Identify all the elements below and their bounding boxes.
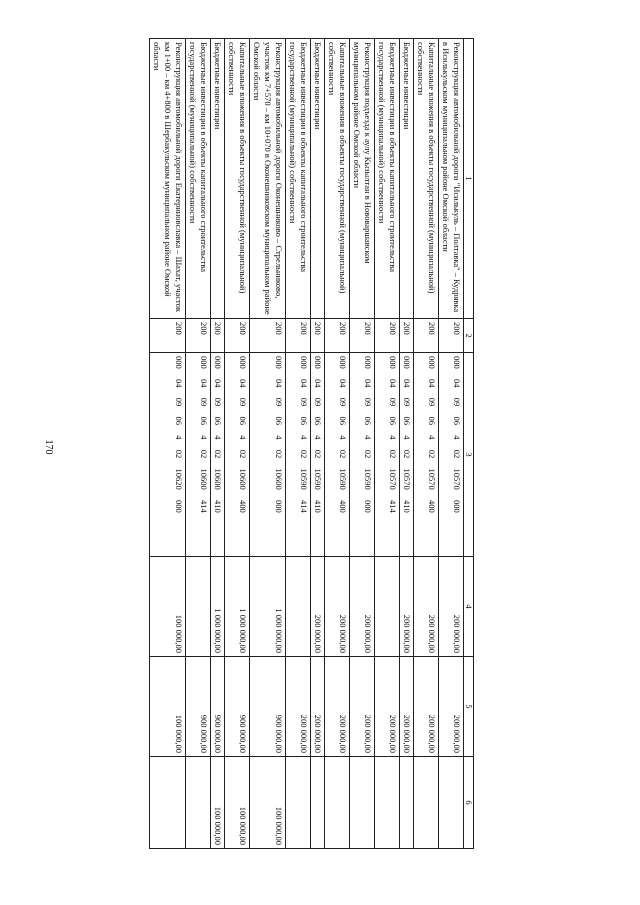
column-2-cell: 200 — [400, 319, 414, 353]
column-2-cell: 200 — [225, 319, 250, 353]
amount-col-4-cell: 1 000 000,00 — [225, 557, 250, 657]
row-name-cell: Капитальные вложения в объекты государственной (муниципальной) собственности — [414, 39, 439, 319]
row-name-cell: Реконструкция автомобильной дороги Екатериновславка – Шахат, участок км 1+00 – км 4+800 в Шербакульском муниципальном районе Омской области — [150, 39, 186, 319]
row-name-cell: Бюджетные инвестиции — [400, 39, 414, 319]
amount-col-6-cell: 100 000,00 — [250, 757, 286, 849]
column-2-cell: 200 — [211, 319, 225, 353]
column-2-cell: 200 — [375, 319, 400, 353]
table-row — [250, 39, 286, 849]
row-name-cell: Бюджетные инвестиции в объекты капитального строительства государственной (муниципальной) собственности — [375, 39, 400, 319]
row-name-cell: Реконструкция подъезда к аулу Кызылтан в Нововаршавском муниципальном районе Омской области — [350, 39, 375, 319]
amount-col-6-cell — [375, 757, 400, 849]
header-cell-4: 4 — [464, 557, 474, 657]
header-cell-2: 2 — [464, 319, 474, 353]
budget-code-cell: 000 04 09 06 4 02 10570 410 — [400, 353, 414, 557]
column-2-cell: 200 — [414, 319, 439, 353]
column-2-cell: 200 — [350, 319, 375, 353]
column-2-cell: 200 — [150, 319, 186, 353]
table-row — [350, 39, 375, 849]
page-number: 170 — [43, 439, 54, 455]
amount-col-5-cell: 900 000,00 — [186, 657, 211, 757]
amount-col-4-cell: 200 000,00 — [439, 557, 464, 657]
amount-col-4-cell — [286, 557, 311, 657]
budget-code-cell: 000 04 09 06 4 02 10570 400 — [414, 353, 439, 557]
header-row — [464, 39, 474, 849]
budget-code-cell: 000 04 09 06 4 02 10600 414 — [186, 353, 211, 557]
column-2-cell: 200 — [250, 319, 286, 353]
amount-col-5-cell: 200 000,00 — [375, 657, 400, 757]
amount-col-4-cell — [186, 557, 211, 657]
amount-col-6-cell — [311, 757, 325, 849]
table-row — [375, 39, 400, 849]
column-2-cell: 200 — [286, 319, 311, 353]
amount-col-4-cell: 200 000,00 — [311, 557, 325, 657]
budget-code-cell: 000 04 09 06 4 02 10620 000 — [150, 353, 186, 557]
amount-col-4-cell — [375, 557, 400, 657]
table-row — [439, 39, 464, 849]
amount-col-6-cell — [400, 757, 414, 849]
column-2-cell: 200 — [186, 319, 211, 353]
header-cell-5: 5 — [464, 657, 474, 757]
budget-code-cell: 000 04 09 06 4 02 10590 000 — [350, 353, 375, 557]
header-cell-3: 3 — [464, 353, 474, 557]
budget-table — [149, 38, 474, 849]
row-name-cell: Капитальные вложения в объекты государственной (муниципальной) собственности — [325, 39, 350, 319]
amount-col-6-cell — [325, 757, 350, 849]
amount-col-5-cell: 100 000,00 — [150, 657, 186, 757]
budget-code-cell: 000 04 09 06 4 02 10570 414 — [375, 353, 400, 557]
row-name-cell: Капитальные вложения в объекты государственной (муниципальной) собственности — [225, 39, 250, 319]
amount-col-6-cell — [286, 757, 311, 849]
amount-col-5-cell: 200 000,00 — [350, 657, 375, 757]
budget-code-cell: 000 04 09 06 4 02 10590 414 — [286, 353, 311, 557]
amount-col-6-cell: 100 000,00 — [225, 757, 250, 849]
budget-table-sheet — [70, 38, 474, 848]
amount-col-4-cell: 1 000 000,00 — [250, 557, 286, 657]
table-row — [211, 39, 225, 849]
budget-code-cell: 000 04 09 06 4 02 10600 410 — [211, 353, 225, 557]
amount-col-6-cell — [186, 757, 211, 849]
amount-col-4-cell: 200 000,00 — [325, 557, 350, 657]
row-name-cell: Бюджетные инвестиции в объекты капитального строительства государственной (муниципальной) собственности — [286, 39, 311, 319]
table-row — [286, 39, 311, 849]
amount-col-4-cell: 1 000 000,00 — [211, 557, 225, 657]
header-cell-1: 1 — [464, 39, 474, 319]
amount-col-6-cell — [414, 757, 439, 849]
budget-code-cell: 000 04 09 06 4 02 10590 400 — [325, 353, 350, 557]
rotated-table-container — [70, 38, 474, 848]
amount-col-5-cell: 200 000,00 — [414, 657, 439, 757]
amount-col-5-cell: 900 000,00 — [225, 657, 250, 757]
amount-col-4-cell: 200 000,00 — [350, 557, 375, 657]
budget-code-cell: 000 04 09 06 4 02 10570 000 — [439, 353, 464, 557]
amount-col-4-cell: 100 000,00 — [150, 557, 186, 657]
row-name-cell: Бюджетные инвестиции в объекты капитального строительства государственной (муниципальной) собственности — [186, 39, 211, 319]
table-row — [186, 39, 211, 849]
amount-col-6-cell — [350, 757, 375, 849]
table-row — [311, 39, 325, 849]
budget-code-cell: 000 04 09 06 4 02 10600 000 — [250, 353, 286, 557]
amount-col-4-cell: 200 000,00 — [400, 557, 414, 657]
amount-col-5-cell: 200 000,00 — [439, 657, 464, 757]
row-name-cell: Реконструкция автомобильной дороги Оконешниково – Стрельниково, участок км 7+570 – км 10+070 в Оконешниковском муниципальном районе Омской области — [250, 39, 286, 319]
table-row — [414, 39, 439, 849]
budget-code-cell: 000 04 09 06 4 02 10590 410 — [311, 353, 325, 557]
amount-col-5-cell: 200 000,00 — [286, 657, 311, 757]
amount-col-5-cell: 900 000,00 — [250, 657, 286, 757]
budget-code-cell: 000 04 09 06 4 02 10600 400 — [225, 353, 250, 557]
amount-col-5-cell: 200 000,00 — [325, 657, 350, 757]
amount-col-6-cell — [439, 757, 464, 849]
column-2-cell: 200 — [311, 319, 325, 353]
table-row — [225, 39, 250, 849]
amount-col-6-cell — [150, 757, 186, 849]
amount-col-5-cell: 200 000,00 — [400, 657, 414, 757]
column-2-cell: 200 — [439, 319, 464, 353]
amount-col-5-cell: 200 000,00 — [311, 657, 325, 757]
amount-col-4-cell: 200 000,00 — [414, 557, 439, 657]
table-row — [150, 39, 186, 849]
header-cell-6: 6 — [464, 757, 474, 849]
column-2-cell: 200 — [325, 319, 350, 353]
row-name-cell: Бюджетные инвестиции — [311, 39, 325, 319]
table-body — [150, 39, 464, 849]
table-row — [400, 39, 414, 849]
row-name-cell: Реконструкция автомобильной дороги "Исилькуль – Полтавка" – Кудрявка в Исилькульском муниципальном районе Омской области — [439, 39, 464, 319]
row-name-cell: Бюджетные инвестиции — [211, 39, 225, 319]
amount-col-6-cell: 100 000,00 — [211, 757, 225, 849]
amount-col-5-cell: 900 000,00 — [211, 657, 225, 757]
table-row — [325, 39, 350, 849]
